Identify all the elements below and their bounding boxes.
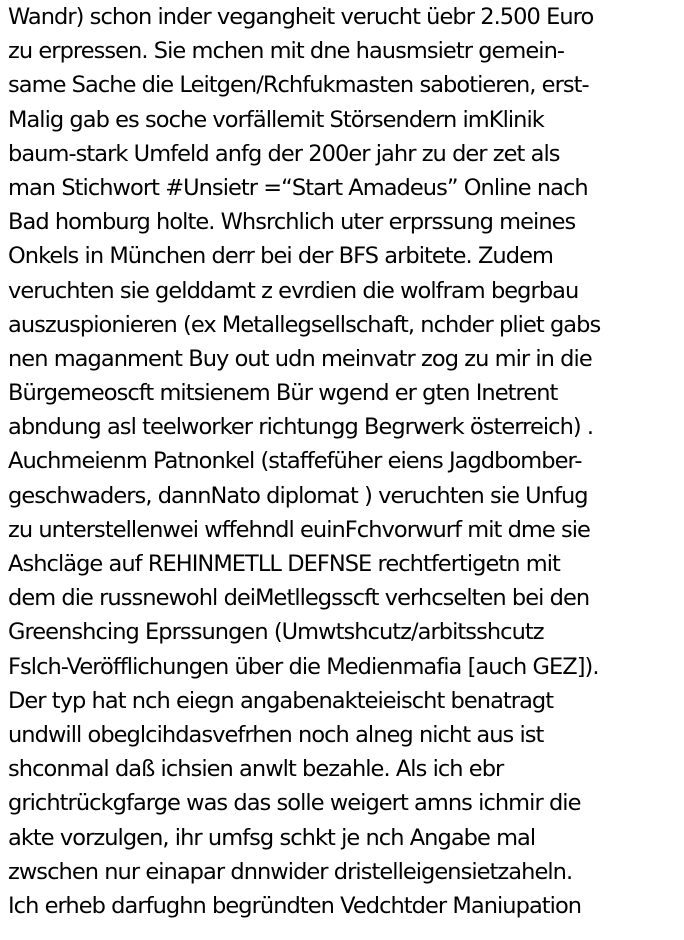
text-line: Fslch-Veröfflichungen über die Medienmafia [auch GEZ]). <box>8 653 599 680</box>
text-line: geschwaders, dannNato diplomat ) veruchten sie Unfug <box>8 482 588 509</box>
text-line: grichtrückgfarge was das solle weigert amns ichmir die <box>8 790 581 817</box>
text-line: zu unterstellenwei wffehndl euinFchvorwurf mit dme sie <box>8 516 590 543</box>
text-line: zu erpressen. Sie mchen mit dne hausmsietr gemein- <box>8 38 565 65</box>
body-text <box>8 0 684 923</box>
text-line: Bürgemeoscft mitsienem Bür wgend er gten Inetrent <box>8 380 558 407</box>
text-line: abndung asl teelworker richtungg Begrwerk österreich) . <box>8 414 594 441</box>
text-line: Bad homburg holte. Whsrchlich uter erprssung meines <box>8 209 576 236</box>
text-line: Ich erheb darfughn begründten Vedchtder Maniupation <box>8 892 582 919</box>
text-line: Ashcläge auf REHINMETLL DEFNSE rechtfertigetn mit <box>8 551 560 577</box>
text-line: Malig gab es soche vorfällemit Störsendern imKlinik <box>8 106 544 133</box>
text-line: Greenshcing Eprssungen (Umwtshcutz/arbitsshcutz <box>8 619 544 646</box>
text-line: nen maganment Buy out udn meinvatr zog zu mir in die <box>8 345 592 372</box>
text-line: veruchten sie gelddamt z evrdien die wolfram begrbau <box>8 277 579 304</box>
text-line: same Sache die Leitgen/Rchfukmasten sabotieren, erst- <box>8 72 589 99</box>
text-line: auszuspionieren (ex Metallegsellschaft, nchder pliet gabs <box>8 311 601 338</box>
text-line: zwschen nur einapar dnnwider dristelleigensietzaheln. <box>8 858 573 885</box>
text-line: dem die russnewohl deiMetllegsscft verhcselten bei den <box>8 585 590 612</box>
text-line: baum-stark Umfeld anfg der 200er jahr zu der zet als <box>8 140 560 167</box>
text-line: Auchmeienm Patnonkel (staffefüher eiens Jagdbomber- <box>8 448 582 475</box>
text-line: shconmal daß ichsien anwlt bezahle. Als ich ebr <box>8 756 504 783</box>
text-line: akte vorzulgen, ihr umfsg schkt je nch Angabe mal <box>8 824 536 851</box>
text-line: Der typ hat nch eiegn angabenakteieischt benatragt <box>8 687 554 714</box>
text-line: undwill obeglcihdasvefrhen noch alneg nicht aus ist <box>8 721 544 748</box>
text-line: Wandr) schon inder vegangheit verucht üebr 2.500 Euro <box>8 4 594 30</box>
text-line: man Stichwort #Unsietr =“Start Amadeus” Online nach <box>8 174 588 201</box>
text-line: Onkels in München derr bei der BFS arbitete. Zudem <box>8 243 553 270</box>
